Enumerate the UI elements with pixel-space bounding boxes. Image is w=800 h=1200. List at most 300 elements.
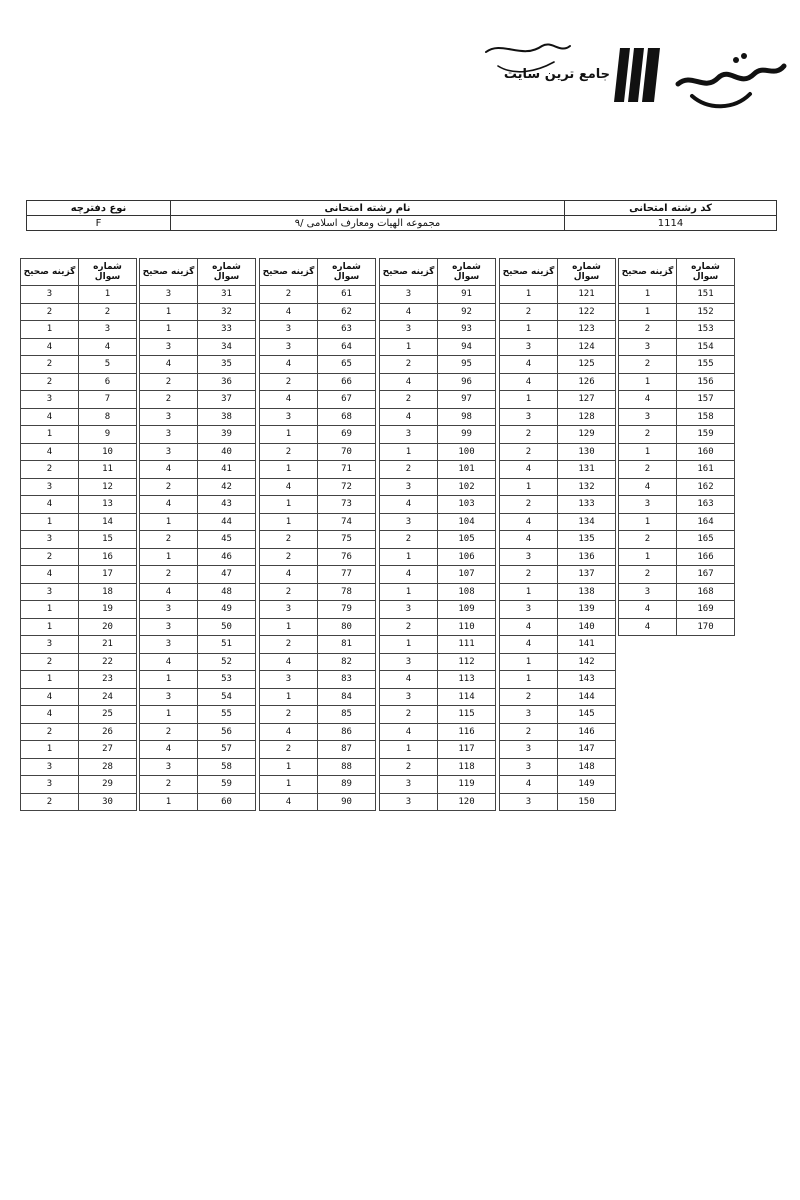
correct-option: 3 — [380, 688, 438, 706]
question-number: 147 — [558, 741, 616, 759]
answer-row — [500, 286, 616, 304]
correct-option: 1 — [260, 426, 318, 444]
answer-row — [500, 531, 616, 549]
question-number: 6 — [79, 373, 137, 391]
question-number: 3 — [79, 321, 137, 339]
correct-option: 4 — [21, 443, 79, 461]
answer-row — [21, 478, 137, 496]
question-number-header: شماره سوال — [318, 259, 376, 286]
question-number: 129 — [558, 426, 616, 444]
correct-option: 4 — [380, 566, 438, 584]
answer-row — [619, 391, 735, 409]
question-number: 42 — [198, 478, 256, 496]
question-number: 61 — [318, 286, 376, 304]
answer-row — [380, 636, 496, 654]
answer-row — [140, 356, 256, 374]
answer-row — [500, 566, 616, 584]
correct-option: 3 — [260, 601, 318, 619]
answer-row — [260, 531, 376, 549]
question-number: 84 — [318, 688, 376, 706]
correct-option: 2 — [619, 356, 677, 374]
answer-row — [380, 461, 496, 479]
correct-option: 1 — [140, 671, 198, 689]
question-number: 111 — [438, 636, 496, 654]
answer-row — [21, 758, 137, 776]
question-number: 48 — [198, 583, 256, 601]
correct-option: 3 — [380, 601, 438, 619]
correct-option: 2 — [260, 286, 318, 304]
correct-option: 1 — [619, 443, 677, 461]
correct-option: 3 — [21, 286, 79, 304]
question-number: 32 — [198, 303, 256, 321]
answer-row — [140, 321, 256, 339]
answer-row — [140, 461, 256, 479]
correct-option: 1 — [380, 741, 438, 759]
correct-option: 3 — [260, 338, 318, 356]
question-number: 153 — [677, 321, 735, 339]
correct-option: 4 — [21, 408, 79, 426]
question-number: 91 — [438, 286, 496, 304]
question-number: 150 — [558, 793, 616, 811]
correct-option: 1 — [380, 548, 438, 566]
correct-option: 4 — [500, 373, 558, 391]
answer-row — [619, 461, 735, 479]
question-number: 145 — [558, 706, 616, 724]
exam-name-value: مجموعه الهیات ومعارف اسلامی /۹ — [171, 216, 565, 231]
answer-row — [380, 373, 496, 391]
answer-row — [260, 478, 376, 496]
answer-row — [380, 531, 496, 549]
question-number: 72 — [318, 478, 376, 496]
question-number: 11 — [79, 461, 137, 479]
question-number: 160 — [677, 443, 735, 461]
answer-row — [260, 601, 376, 619]
correct-option: 3 — [21, 758, 79, 776]
question-number: 98 — [438, 408, 496, 426]
question-number: 51 — [198, 636, 256, 654]
answer-row — [140, 303, 256, 321]
exam-code-label: کد رشته امتحانی — [565, 201, 777, 216]
answer-row — [500, 496, 616, 514]
question-number: 122 — [558, 303, 616, 321]
question-number: 102 — [438, 478, 496, 496]
question-number: 86 — [318, 723, 376, 741]
answer-row — [21, 408, 137, 426]
correct-option: 3 — [500, 758, 558, 776]
answer-row — [380, 566, 496, 584]
correct-option: 2 — [500, 688, 558, 706]
correct-option: 2 — [500, 303, 558, 321]
answer-row — [260, 566, 376, 584]
correct-option: 1 — [500, 671, 558, 689]
answer-row — [21, 793, 137, 811]
answer-row — [380, 776, 496, 794]
correct-option: 3 — [140, 426, 198, 444]
question-number: 88 — [318, 758, 376, 776]
correct-option: 1 — [140, 303, 198, 321]
question-number-header: شماره سوال — [677, 259, 735, 286]
answer-row — [260, 706, 376, 724]
answer-row — [140, 548, 256, 566]
answer-row — [500, 513, 616, 531]
answer-row — [260, 513, 376, 531]
question-number: 137 — [558, 566, 616, 584]
question-number: 14 — [79, 513, 137, 531]
correct-option: 3 — [21, 776, 79, 794]
question-number: 26 — [79, 723, 137, 741]
answer-row — [260, 496, 376, 514]
correct-option: 4 — [380, 723, 438, 741]
correct-option: 2 — [619, 566, 677, 584]
correct-option: 2 — [260, 583, 318, 601]
correct-option: 3 — [619, 496, 677, 514]
question-number: 15 — [79, 531, 137, 549]
question-number: 168 — [677, 583, 735, 601]
question-number: 92 — [438, 303, 496, 321]
question-number: 115 — [438, 706, 496, 724]
question-number: 47 — [198, 566, 256, 584]
booklet-type-label: نوع دفترچه — [27, 201, 171, 216]
correct-option: 3 — [140, 636, 198, 654]
question-number: 161 — [677, 461, 735, 479]
answer-row — [500, 671, 616, 689]
answer-row — [380, 706, 496, 724]
answer-row — [260, 443, 376, 461]
answer-row — [140, 601, 256, 619]
correct-option: 2 — [140, 566, 198, 584]
answer-row — [140, 671, 256, 689]
question-number: 16 — [79, 548, 137, 566]
answer-row — [21, 741, 137, 759]
answer-row — [21, 583, 137, 601]
question-number: 70 — [318, 443, 376, 461]
correct-option-header: گزینه صحیح — [260, 259, 318, 286]
correct-option: 4 — [140, 741, 198, 759]
answer-row — [260, 688, 376, 706]
question-number: 93 — [438, 321, 496, 339]
correct-option: 1 — [260, 496, 318, 514]
correct-option: 3 — [380, 776, 438, 794]
question-number: 22 — [79, 653, 137, 671]
answer-row — [500, 391, 616, 409]
question-number: 69 — [318, 426, 376, 444]
answer-row — [380, 548, 496, 566]
question-number: 59 — [198, 776, 256, 794]
question-number: 19 — [79, 601, 137, 619]
question-number: 117 — [438, 741, 496, 759]
correct-option: 3 — [140, 688, 198, 706]
question-number: 31 — [198, 286, 256, 304]
answer-row — [140, 391, 256, 409]
answer-row — [140, 426, 256, 444]
question-number: 151 — [677, 286, 735, 304]
question-number-header: شماره سوال — [438, 259, 496, 286]
question-number: 17 — [79, 566, 137, 584]
correct-option: 3 — [140, 618, 198, 636]
correct-option: 1 — [380, 443, 438, 461]
question-number: 110 — [438, 618, 496, 636]
question-number: 71 — [318, 461, 376, 479]
correct-option: 3 — [140, 338, 198, 356]
question-number: 2 — [79, 303, 137, 321]
question-number: 135 — [558, 531, 616, 549]
answer-row — [619, 513, 735, 531]
question-number: 162 — [677, 478, 735, 496]
answer-row — [260, 671, 376, 689]
exam-info-value-row — [27, 216, 777, 231]
answer-row — [140, 618, 256, 636]
question-number-header: شماره سوال — [79, 259, 137, 286]
answer-row — [500, 618, 616, 636]
question-number: 125 — [558, 356, 616, 374]
answer-row — [21, 373, 137, 391]
answer-row — [21, 601, 137, 619]
answer-row — [21, 548, 137, 566]
question-number: 40 — [198, 443, 256, 461]
correct-option: 2 — [21, 461, 79, 479]
answer-row — [21, 688, 137, 706]
correct-option: 1 — [380, 338, 438, 356]
question-number: 58 — [198, 758, 256, 776]
answer-row — [619, 601, 735, 619]
answer-row — [260, 391, 376, 409]
answer-row — [619, 531, 735, 549]
exam-name-label: نام رشته امتحانی — [171, 201, 565, 216]
correct-option: 2 — [21, 548, 79, 566]
correct-option: 3 — [380, 286, 438, 304]
answer-row — [500, 321, 616, 339]
correct-option: 2 — [380, 356, 438, 374]
correct-option: 4 — [500, 776, 558, 794]
correct-option: 4 — [619, 601, 677, 619]
question-number: 157 — [677, 391, 735, 409]
correct-option: 1 — [380, 583, 438, 601]
answer-row — [619, 408, 735, 426]
question-number: 76 — [318, 548, 376, 566]
correct-option: 2 — [21, 723, 79, 741]
answer-row — [380, 356, 496, 374]
question-number: 55 — [198, 706, 256, 724]
correct-option: 1 — [619, 303, 677, 321]
correct-option: 1 — [21, 671, 79, 689]
question-number: 25 — [79, 706, 137, 724]
correct-option: 3 — [380, 321, 438, 339]
question-number: 82 — [318, 653, 376, 671]
correct-option: 4 — [380, 373, 438, 391]
answer-key-table — [139, 258, 256, 811]
answer-key-header-row — [21, 259, 137, 286]
answer-row — [21, 671, 137, 689]
correct-option: 3 — [260, 671, 318, 689]
answer-row — [140, 723, 256, 741]
question-number: 60 — [198, 793, 256, 811]
answer-row — [21, 776, 137, 794]
question-number: 34 — [198, 338, 256, 356]
answer-row — [21, 338, 137, 356]
question-number: 121 — [558, 286, 616, 304]
question-number: 36 — [198, 373, 256, 391]
correct-option: 4 — [21, 338, 79, 356]
question-number-header: شماره سوال — [198, 259, 256, 286]
answer-row — [619, 321, 735, 339]
answer-row — [260, 373, 376, 391]
answer-row — [500, 548, 616, 566]
correct-option: 4 — [500, 513, 558, 531]
answer-row — [380, 601, 496, 619]
correct-option: 2 — [619, 531, 677, 549]
answer-row — [380, 741, 496, 759]
question-number: 64 — [318, 338, 376, 356]
question-number: 114 — [438, 688, 496, 706]
answer-row — [619, 426, 735, 444]
question-number: 105 — [438, 531, 496, 549]
correct-option: 4 — [260, 653, 318, 671]
answer-row — [21, 461, 137, 479]
correct-option: 2 — [380, 706, 438, 724]
question-number: 169 — [677, 601, 735, 619]
question-number: 89 — [318, 776, 376, 794]
question-number: 90 — [318, 793, 376, 811]
answer-row — [500, 793, 616, 811]
answer-row — [380, 426, 496, 444]
question-number: 63 — [318, 321, 376, 339]
question-number: 39 — [198, 426, 256, 444]
correct-option: 2 — [380, 461, 438, 479]
answer-row — [140, 496, 256, 514]
question-number: 41 — [198, 461, 256, 479]
answer-row — [21, 566, 137, 584]
correct-option: 3 — [500, 338, 558, 356]
answer-row — [380, 478, 496, 496]
answer-row — [380, 513, 496, 531]
answer-row — [260, 618, 376, 636]
answer-row — [21, 513, 137, 531]
correct-option: 2 — [260, 706, 318, 724]
correct-option-header: گزینه صحیح — [500, 259, 558, 286]
answer-row — [380, 408, 496, 426]
correct-option: 4 — [21, 566, 79, 584]
answer-row — [21, 321, 137, 339]
correct-option: 4 — [500, 356, 558, 374]
correct-option: 3 — [380, 478, 438, 496]
correct-option: 2 — [21, 356, 79, 374]
question-number: 133 — [558, 496, 616, 514]
correct-option: 4 — [21, 706, 79, 724]
answer-row — [21, 496, 137, 514]
question-number: 167 — [677, 566, 735, 584]
correct-option: 2 — [500, 443, 558, 461]
answer-row — [380, 286, 496, 304]
correct-option: 1 — [500, 391, 558, 409]
answer-row — [140, 706, 256, 724]
answer-row — [619, 566, 735, 584]
answer-row — [260, 303, 376, 321]
answer-row — [380, 653, 496, 671]
answer-row — [500, 408, 616, 426]
question-number: 18 — [79, 583, 137, 601]
question-number: 165 — [677, 531, 735, 549]
question-number: 118 — [438, 758, 496, 776]
correct-option: 2 — [500, 723, 558, 741]
answer-row — [500, 723, 616, 741]
correct-option: 4 — [21, 496, 79, 514]
correct-option-header: گزینه صحیح — [380, 259, 438, 286]
answer-row — [21, 618, 137, 636]
question-number: 94 — [438, 338, 496, 356]
question-number: 8 — [79, 408, 137, 426]
correct-option: 3 — [380, 513, 438, 531]
question-number: 163 — [677, 496, 735, 514]
correct-option: 1 — [619, 373, 677, 391]
answer-key-header-row — [619, 259, 735, 286]
answer-row — [21, 531, 137, 549]
answer-row — [140, 531, 256, 549]
correct-option: 3 — [619, 583, 677, 601]
answer-row — [500, 636, 616, 654]
correct-option: 2 — [260, 531, 318, 549]
question-number: 35 — [198, 356, 256, 374]
answer-row — [140, 688, 256, 706]
question-number: 96 — [438, 373, 496, 391]
correct-option-header: گزینه صحیح — [619, 259, 677, 286]
answer-key-grid — [0, 258, 800, 807]
question-number: 5 — [79, 356, 137, 374]
question-number: 158 — [677, 408, 735, 426]
answer-row — [380, 583, 496, 601]
question-number: 159 — [677, 426, 735, 444]
answer-row — [260, 776, 376, 794]
correct-option: 2 — [500, 426, 558, 444]
answer-row — [260, 286, 376, 304]
correct-option: 1 — [500, 286, 558, 304]
answer-row — [140, 443, 256, 461]
correct-option: 3 — [500, 601, 558, 619]
correct-option: 4 — [260, 478, 318, 496]
question-number: 7 — [79, 391, 137, 409]
correct-option: 3 — [140, 286, 198, 304]
correct-option: 4 — [260, 723, 318, 741]
question-number: 57 — [198, 741, 256, 759]
correct-option: 3 — [140, 408, 198, 426]
question-number: 21 — [79, 636, 137, 654]
answer-row — [260, 583, 376, 601]
answer-row — [500, 741, 616, 759]
correct-option: 2 — [619, 461, 677, 479]
correct-option: 1 — [260, 461, 318, 479]
answer-row — [500, 356, 616, 374]
question-number: 100 — [438, 443, 496, 461]
question-number: 80 — [318, 618, 376, 636]
correct-option: 3 — [500, 706, 558, 724]
answer-row — [619, 373, 735, 391]
correct-option: 2 — [21, 653, 79, 671]
correct-option: 4 — [140, 356, 198, 374]
answer-row — [500, 601, 616, 619]
correct-option: 4 — [500, 461, 558, 479]
correct-option: 3 — [500, 408, 558, 426]
correct-option: 2 — [140, 776, 198, 794]
question-number: 79 — [318, 601, 376, 619]
answer-row — [380, 758, 496, 776]
question-number: 73 — [318, 496, 376, 514]
answer-row — [619, 443, 735, 461]
correct-option: 2 — [21, 373, 79, 391]
answer-row — [140, 513, 256, 531]
answer-row — [260, 653, 376, 671]
question-number: 113 — [438, 671, 496, 689]
question-number: 75 — [318, 531, 376, 549]
correct-option: 2 — [380, 618, 438, 636]
